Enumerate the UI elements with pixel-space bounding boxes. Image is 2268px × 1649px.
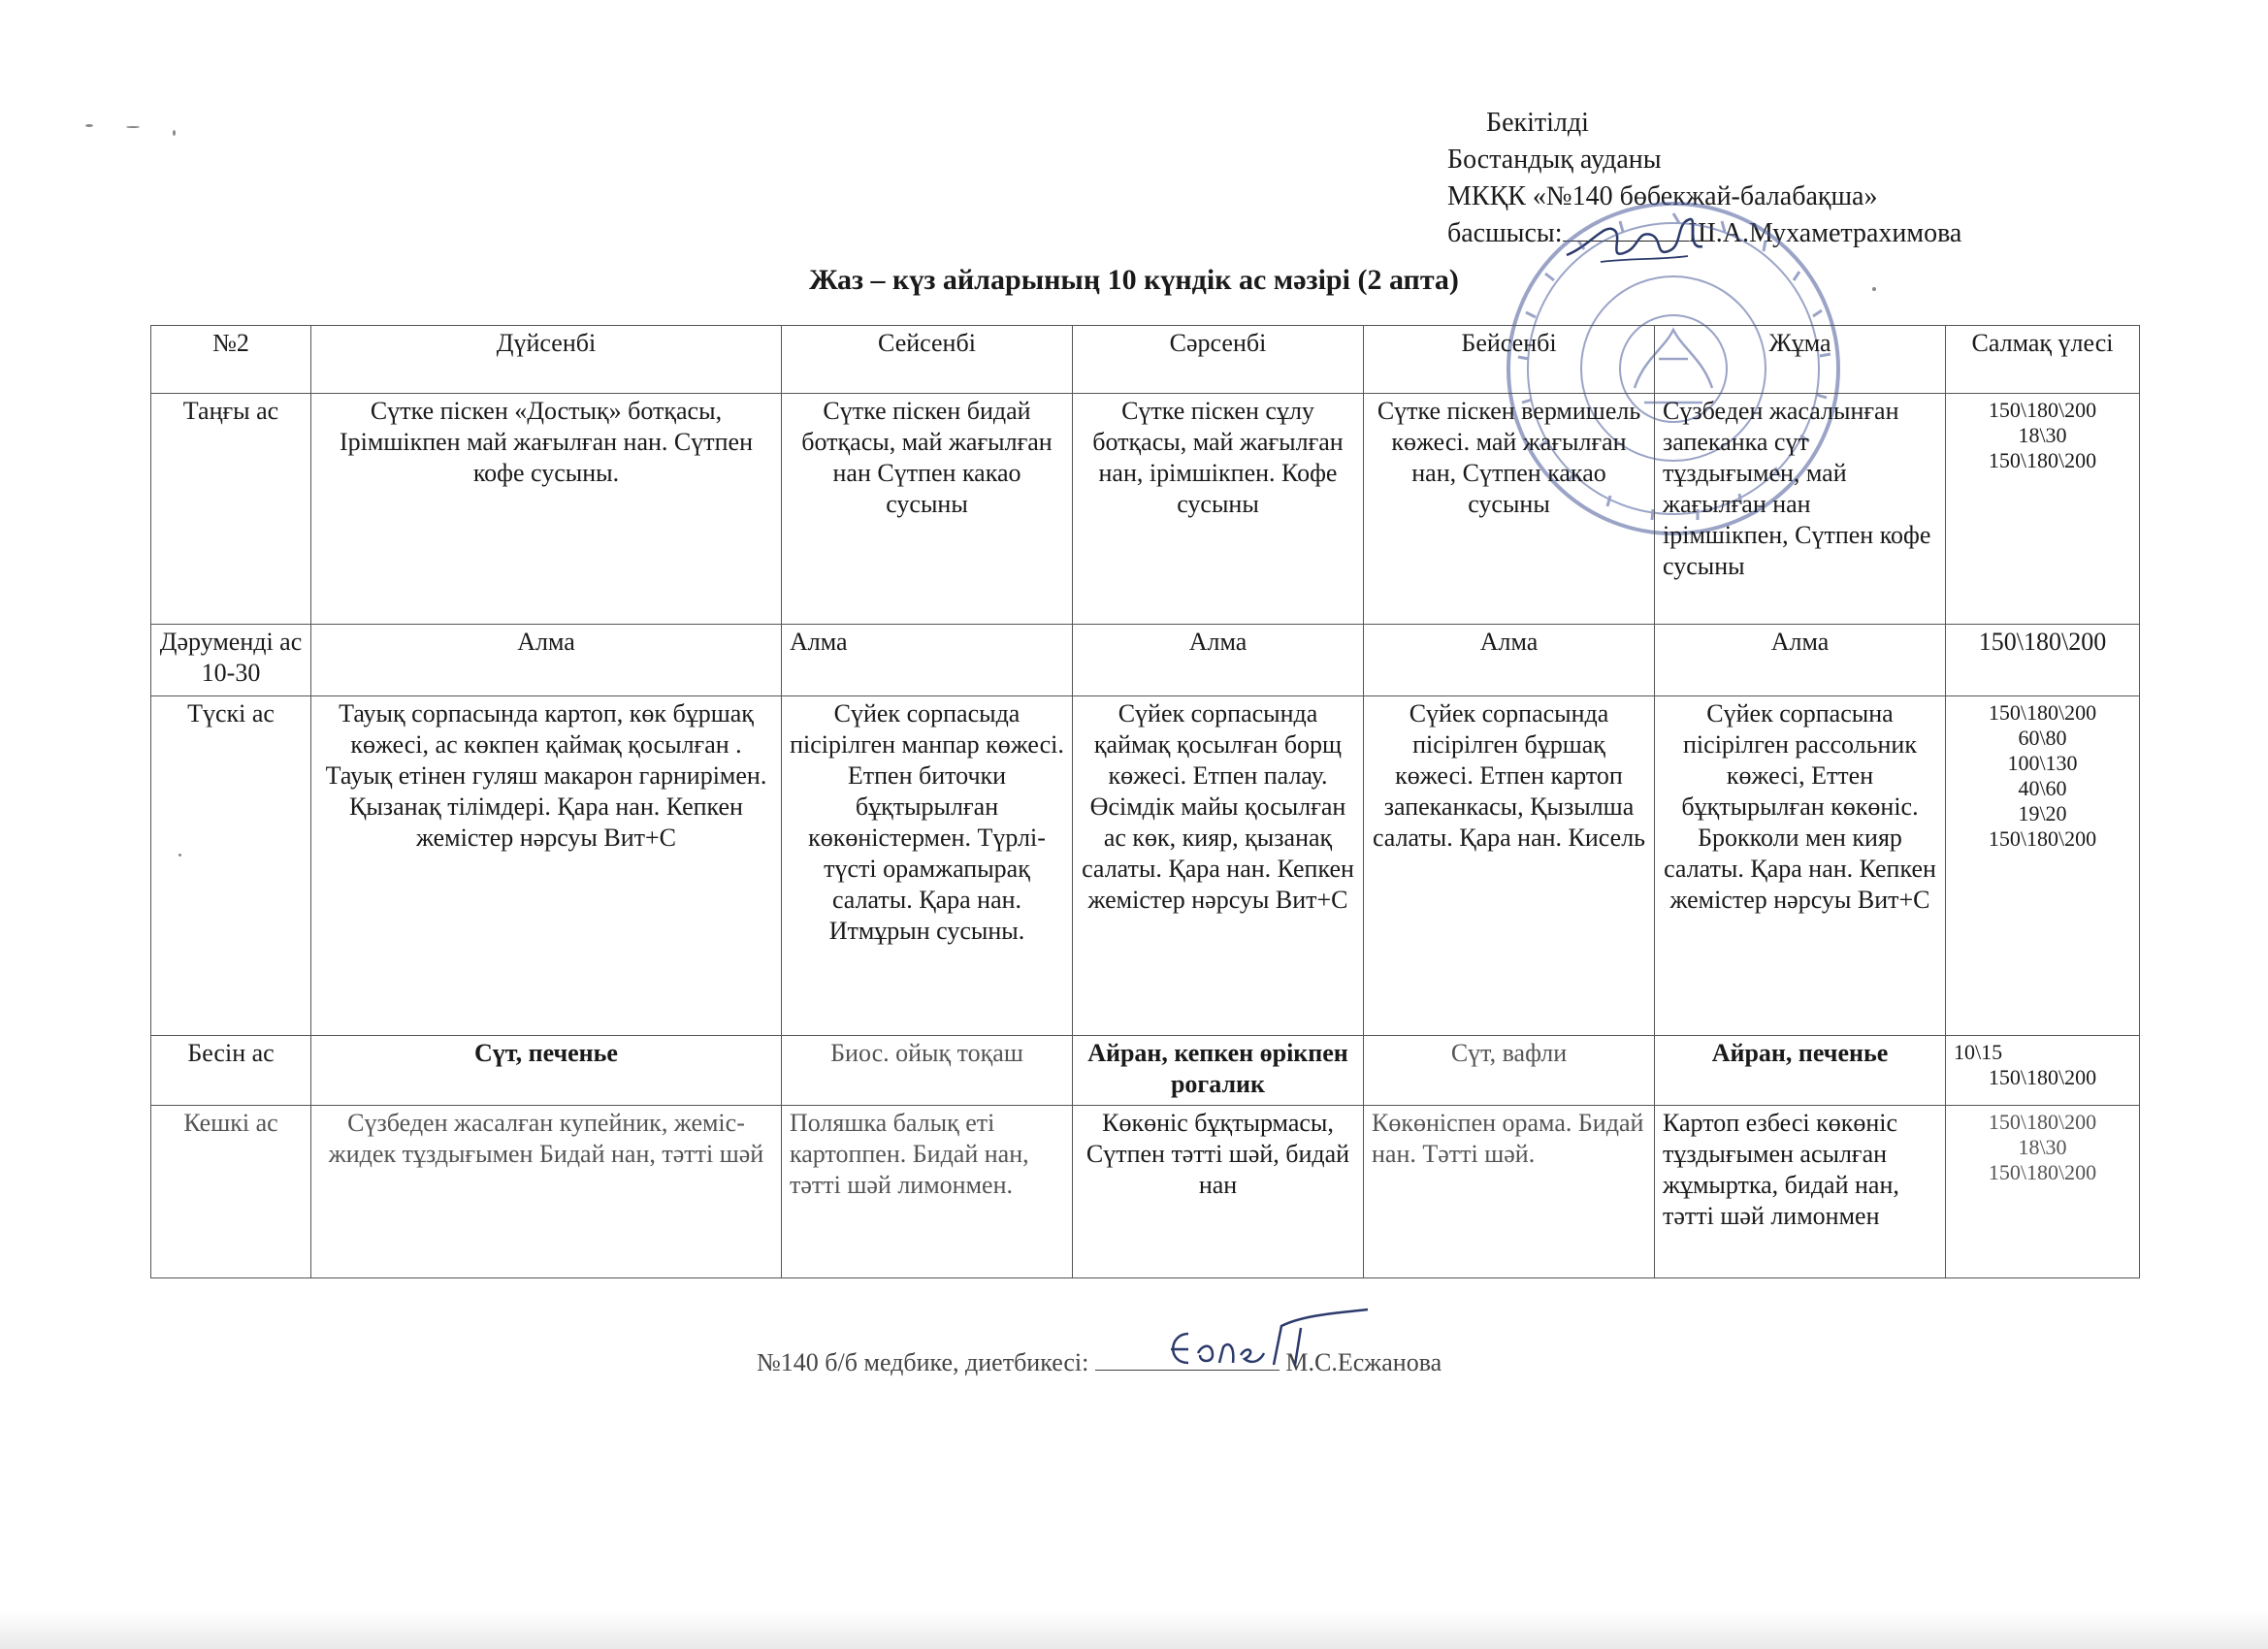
scan-speck: [126, 126, 140, 128]
footer-prefix: №140 б/б медбике, диетбикесі:: [757, 1348, 1089, 1376]
table-row: [151, 625, 2140, 696]
menu-cell-thursday: Көкөніспен орама. Бидай нан. Тәтті шәй.: [1364, 1106, 1655, 1278]
approval-organization: МКҚК «№140 бөбекжай-балабақша»: [1447, 181, 1878, 211]
nurse-signature: [1159, 1305, 1373, 1382]
weight-value: 150\180\200: [1988, 1160, 2097, 1184]
header-tuesday: Сейсенбі: [782, 326, 1073, 394]
menu-cell-thursday: Алма: [1364, 625, 1655, 696]
weight-value: 150\180\200: [1978, 628, 2107, 656]
menu-cell-monday: Алма: [311, 625, 782, 696]
meal-name: Таңғы ас: [151, 394, 311, 625]
meal-name: Бесін ас: [151, 1036, 311, 1106]
menu-cell-monday: Сүзбеден жасалған купейник, жеміс-жидек тұздығымен Бидай нан, тәтті шәй: [311, 1106, 782, 1278]
menu-cell-friday: Айран, печенье: [1655, 1036, 1946, 1106]
menu-cell-thursday: Сүт, вафли: [1364, 1036, 1655, 1106]
weight-cell: [1946, 1036, 2140, 1106]
menu-cell-tuesday: Сүйек сорпасыда пісірілген манпар көжесі. Етпен биточки бұқтырылған көкөністермен. Түрлі-түсті орамжапырақ салаты. Қара нан. Итмұрын сусыны.: [782, 696, 1073, 1036]
table-row: [151, 394, 2140, 625]
scan-speck: [85, 124, 93, 127]
weight-value: 150\180\200: [1988, 1065, 2097, 1089]
weight-value: 150\180\200: [1988, 700, 2097, 725]
weight-value: 150\180\200: [1988, 398, 2097, 422]
weight-value: 40\60: [2018, 776, 2067, 800]
menu-cell-friday: Алма: [1655, 625, 1946, 696]
table-row: [151, 1036, 2140, 1106]
table-header-row: [151, 326, 2140, 394]
menu-cell-friday: Сүзбеден жасалынған запеканка сүт тұздығымен, май жағылған нан ірімшікпен, Сүтпен кофе сусыны: [1655, 394, 1946, 625]
menu-cell-monday: Сүтке піскен «Достық» ботқасы, Ірімшікпен май жағылған нан. Сүтпен кофе сусыны.: [311, 394, 782, 625]
menu-cell-monday: Сүт, печенье: [311, 1036, 782, 1106]
menu-cell-friday: Сүйек сорпасына пісірілген рассольник көжесі, Еттен бұқтырылған көкөніс. Брокколи мен кияр салаты. Қара нан. Кепкен жемістер нәрсуы Вит+С: [1655, 696, 1946, 1036]
menu-table: [150, 325, 2140, 1278]
menu-cell-thursday: Сүтке піскен вермишель көжесі. май жағылған нан, Сүтпен какао сусыны: [1364, 394, 1655, 625]
header-wednesday: Сәрсенбі: [1073, 326, 1364, 394]
header-friday: Жұма: [1655, 326, 1946, 394]
menu-cell-wednesday: Сүйек сорпасында қаймақ қосылған борщ көжесі. Етпен палау. Өсімдік майы қосылған ас көк, кияр, қызанақ салаты. Қара нан. Кепкен жемістер нәрсуы Вит+С: [1073, 696, 1364, 1036]
approval-head-name: Ш.А.Мухаметрахимова: [1688, 218, 1962, 248]
menu-cell-tuesday: Алма: [782, 625, 1073, 696]
weight-value: 150\180\200: [1988, 1110, 2097, 1134]
weight-value: 150\180\200: [1988, 448, 2097, 472]
approval-district: Бостандық ауданы: [1447, 145, 1662, 175]
menu-cell-wednesday: Айран, кепкен өрікпен рогалик: [1073, 1036, 1364, 1106]
footer-name: М.С.Есжанова: [1285, 1348, 1442, 1376]
weight-value: 18\30: [2018, 423, 2067, 447]
meal-name: Түскі ас: [151, 696, 311, 1036]
weight-cell: [1946, 394, 2140, 625]
table-row: [151, 1106, 2140, 1278]
menu-cell-tuesday: Поляшка балық еті картоппен. Бидай нан, тәтті шәй лимонмен.: [782, 1106, 1073, 1278]
approval-head-prefix: басшысы:: [1447, 218, 1563, 248]
header-thursday: Бейсенбі: [1364, 326, 1655, 394]
scan-bottom-edge: [0, 1610, 2268, 1649]
menu-cell-wednesday: Алма: [1073, 625, 1364, 696]
weight-cell: [1946, 1106, 2140, 1278]
weight-value: 18\30: [2018, 1135, 2067, 1159]
weight-value: 150\180\200: [1988, 826, 2097, 851]
menu-cell-tuesday: Биос. ойық тоқаш: [782, 1036, 1073, 1106]
weight-value: 100\130: [2007, 751, 2078, 775]
weight-value: 19\20: [2018, 801, 2067, 825]
header-monday: Дүйсенбі: [311, 326, 782, 394]
table-row: [151, 696, 2140, 1036]
menu-cell-wednesday: Көкөніс бұқтырмасы, Сүтпен тәтті шәй, бидай нан: [1073, 1106, 1364, 1278]
menu-cell-tuesday: Сүтке піскен бидай ботқасы, май жағылған нан Сүтпен какао сусыны: [782, 394, 1073, 625]
approval-label: Бекітілді: [1486, 108, 1589, 138]
meal-name: Дәруменді ас 10-30: [151, 625, 311, 696]
page-title: Жаз – күз айларының 10 күндік ас мәзірі (2 апта): [809, 264, 1459, 296]
weight-value: 60\80: [2018, 726, 2067, 750]
header-week: №2: [151, 326, 311, 394]
menu-cell-monday: Тауық сорпасында картоп, көк бұршақ көжесі, ас көкпен қаймақ қосылған . Тауық етінен гуляш макарон гарнирімен. Қызанақ тілімдері. Қара нан. Кепкен жемістер нәрсуы Вит+С: [311, 696, 782, 1036]
menu-cell-thursday: Сүйек сорпасында пісірілген бұршақ көжесі. Етпен картоп запеканкасы, Қызылша салаты. Қара нан. Кисель: [1364, 696, 1655, 1036]
menu-cell-wednesday: Сүтке піскен сұлу ботқасы, май жағылған нан, ірімшікпен. Кофе сусыны: [1073, 394, 1364, 625]
weight-value: 10\15: [1954, 1040, 2003, 1064]
weight-cell: [1946, 696, 2140, 1036]
weight-cell: [1946, 625, 2140, 696]
meal-name: Кешкі ас: [151, 1106, 311, 1278]
scan-speck: [173, 130, 176, 136]
menu-cell-friday: Картоп езбесі көкөніс тұздығымен асылған жұмыртка, бидай нан, тәтті шәй лимонмен: [1655, 1106, 1946, 1278]
header-weight: Салмақ үлесі: [1946, 326, 2140, 394]
